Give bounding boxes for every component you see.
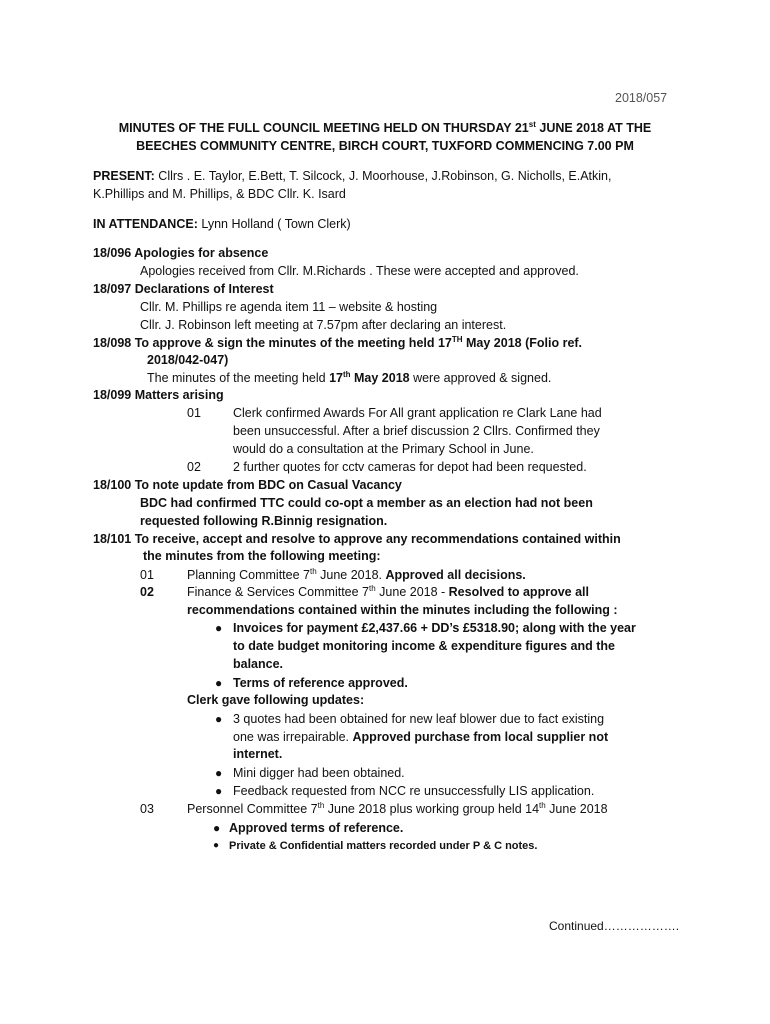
- item-101-number-02: 02: [140, 585, 154, 599]
- item-100-line-2: requested following R.Binnig resignation.: [140, 514, 388, 528]
- item-text: one was irrepairable.: [233, 730, 353, 744]
- item-100-line-1: BDC had confirmed TTC could co-opt a member as an election had not been: [140, 496, 593, 510]
- item-bold: Approved all decisions.: [385, 568, 526, 582]
- item-text: The minutes of the meeting held: [147, 371, 330, 385]
- present-label: PRESENT:: [93, 169, 155, 183]
- item-098-heading: [93, 335, 582, 351]
- item-text: June 2018: [545, 802, 608, 816]
- attendance-value: Lynn Holland ( Town Clerk): [197, 217, 351, 231]
- item-bold: Approved purchase from local supplier not: [352, 730, 609, 744]
- item-sup: th: [309, 566, 317, 576]
- title-text: MINUTES OF THE FULL COUNCIL MEETING HELD ON THURSDAY 21: [118, 121, 529, 135]
- bullet-icon: ●: [213, 840, 220, 851]
- item-text: June 2018 plus working group held 14: [324, 802, 540, 816]
- item-101-01-text: [187, 567, 526, 583]
- update-bullet-1-line-2: [233, 729, 608, 745]
- present-line-1: [93, 168, 611, 184]
- item-text: Planning Committee 7: [187, 568, 310, 582]
- update-bullet-1-line-1: 3 quotes had been obtained for new leaf blower due to fact existing: [233, 712, 605, 726]
- finance-bullet-1-line-3: balance.: [233, 657, 284, 671]
- item-101-heading-line-1: 18/101 To receive, accept and resolve to approve any recommendations contained within: [93, 532, 621, 546]
- document-title-line-1: [0, 120, 770, 136]
- bullet-icon: ●: [215, 621, 223, 635]
- attendance-line: [93, 216, 351, 232]
- item-098-heading-line-2: 2018/042-047): [147, 353, 229, 367]
- update-bullet-2: Mini digger had been obtained.: [233, 766, 405, 780]
- personnel-bullet-1: Approved terms of reference.: [229, 821, 404, 835]
- item-101-number-03: 03: [140, 802, 154, 816]
- item-099-number-01: 01: [187, 406, 201, 420]
- date-sup: th: [342, 369, 351, 379]
- heading-text: May 2018 (Folio ref.: [462, 336, 583, 350]
- item-099-number-02: 02: [187, 460, 201, 474]
- item-101-03-text: [187, 801, 608, 817]
- item-099-01-line-1: Clerk confirmed Awards For All grant application re Clark Lane had: [233, 406, 602, 420]
- personnel-bullet-2: Private & Confidential matters recorded under P & C notes.: [229, 840, 538, 852]
- finance-bullet-1-line-1: Invoices for payment £2,437.66 + DD’s £5318.90; along with the year: [233, 621, 636, 635]
- clerk-updates-heading: Clerk gave following updates:: [187, 693, 365, 707]
- item-text: Personnel Committee 7: [187, 802, 318, 816]
- bullet-icon: ●: [215, 712, 223, 726]
- item-sup: th: [317, 800, 325, 810]
- title-text: JUNE 2018 AT THE: [535, 121, 652, 135]
- finance-bullet-1-line-2: to date budget monitoring income & expenditure figures and the: [233, 639, 615, 653]
- bullet-icon: ●: [215, 676, 223, 690]
- item-101-02-text: [187, 584, 589, 600]
- item-099-01-line-2: been unsuccessful. After a brief discussion 2 Cllrs. Confirmed they: [233, 424, 600, 438]
- finance-bullet-2: Terms of reference approved.: [233, 676, 408, 690]
- date-day: 17: [329, 371, 343, 385]
- update-bullet-1-line-3: internet.: [233, 747, 283, 761]
- update-bullet-3: Feedback requested from NCC re unsuccessfully LIS application.: [233, 784, 595, 798]
- bullet-icon: ●: [215, 766, 223, 780]
- item-096-heading: 18/096 Apologies for absence: [93, 246, 269, 260]
- item-101-number-01: 01: [140, 568, 154, 582]
- present-line-2: K.Phillips and M. Phillips, & BDC Cllr. K. Isard: [93, 187, 346, 201]
- item-099-heading: 18/099 Matters arising: [93, 388, 224, 402]
- item-096-text: Apologies received from Cllr. M.Richards . These were accepted and approved.: [140, 264, 579, 278]
- item-text: Finance & Services Committee 7: [187, 585, 370, 599]
- item-text: were approved & signed.: [409, 371, 552, 385]
- present-names: Cllrs . E. Taylor, E.Bett, T. Silcock, J. Moorhouse, J.Robinson, G. Nicholls, E.Atkin,: [154, 169, 612, 183]
- item-097-line-1: Cllr. M. Phillips re agenda item 11 – website & hosting: [140, 300, 438, 314]
- item-100-heading: 18/100 To note update from BDC on Casual Vacancy: [93, 478, 402, 492]
- item-101-02-line-2: recommendations contained within the minutes including the following :: [187, 603, 618, 617]
- item-097-heading: 18/097 Declarations of Interest: [93, 282, 274, 296]
- item-101-heading-line-2: the minutes from the following meeting:: [143, 549, 381, 563]
- bullet-icon: ●: [215, 784, 223, 798]
- attendance-label: IN ATTENDANCE:: [93, 217, 198, 231]
- title-sup: st: [528, 119, 536, 129]
- continued-note: Continued……………….: [549, 919, 680, 933]
- item-bold-date: [329, 371, 410, 385]
- heading-sup: TH: [451, 334, 463, 344]
- item-098-text: [147, 370, 551, 386]
- date-month: May 2018: [350, 371, 410, 385]
- doc-reference: 2018/057: [615, 91, 668, 105]
- bullet-icon: ●: [213, 821, 221, 835]
- item-099-02-line-1: 2 further quotes for cctv cameras for depot had been requested.: [233, 460, 587, 474]
- heading-text: 18/098 To approve & sign the minutes of the meeting held 17: [93, 336, 452, 350]
- item-sup: th: [369, 583, 376, 593]
- item-099-01-line-3: would do a consultation at the Primary School in June.: [233, 442, 534, 456]
- item-sup: th: [539, 800, 546, 810]
- item-bold: Resolved to approve all: [448, 585, 589, 599]
- item-text: June 2018 -: [375, 585, 449, 599]
- document-title-line-2: BEECHES COMMUNITY CENTRE, BIRCH COURT, TUXFORD COMMENCING 7.00 PM: [136, 139, 634, 153]
- item-097-line-2: Cllr. J. Robinson left meeting at 7.57pm after declaring an interest.: [140, 318, 507, 332]
- item-text: June 2018.: [316, 568, 386, 582]
